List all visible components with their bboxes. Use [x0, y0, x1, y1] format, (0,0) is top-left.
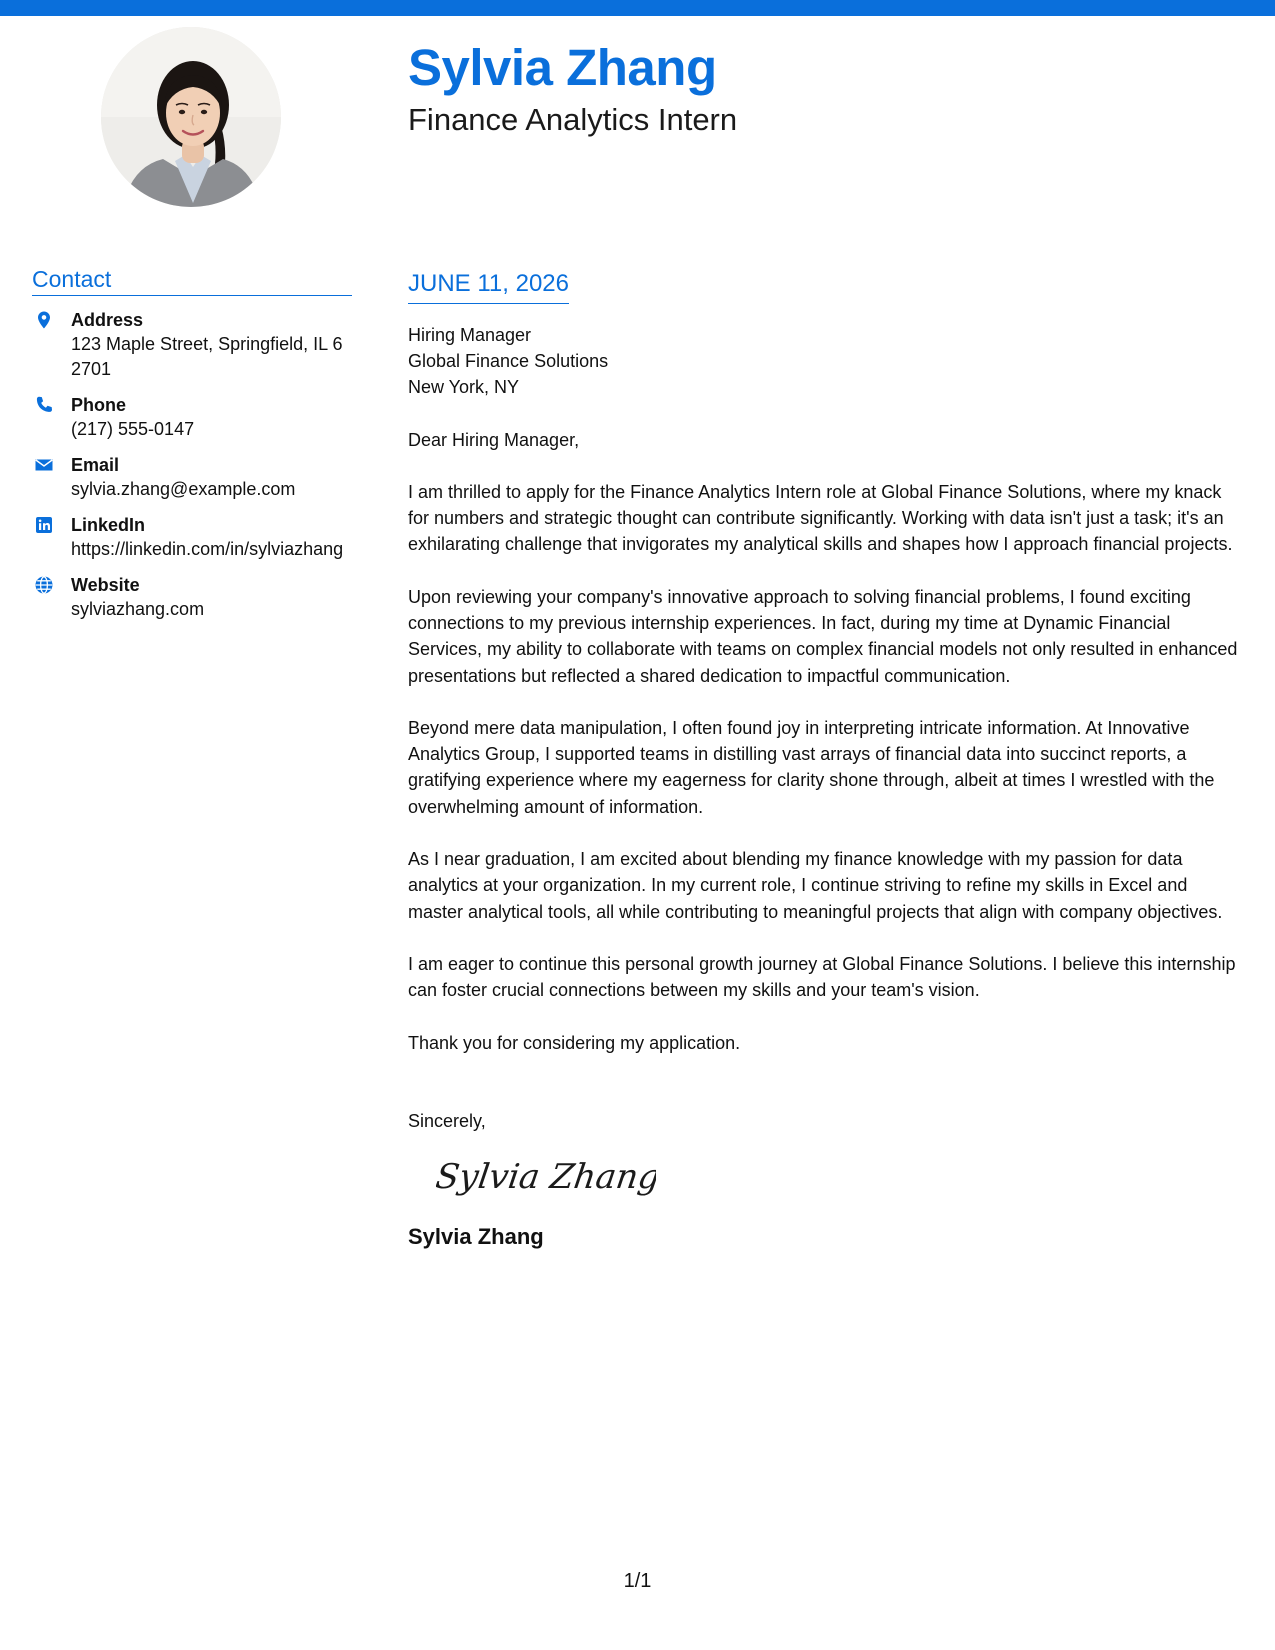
- map-pin-icon: [34, 310, 54, 330]
- closing: Sincerely,: [408, 1110, 486, 1131]
- email-value[interactable]: sylvia.zhang@example.com: [71, 479, 296, 500]
- candidate-name: Sylvia Zhang: [408, 39, 717, 96]
- handwritten-signature: [436, 1148, 656, 1208]
- contact-sidebar: [32, 266, 352, 633]
- recipient-line: New York, NY: [408, 376, 520, 397]
- contact-label: Website: [71, 575, 140, 596]
- contact-label: Email: [71, 455, 120, 476]
- address-value: 123 Maple Street, Springfield, IL 62701: [71, 334, 343, 380]
- signature-text: Sylvia Zhang: [436, 1156, 656, 1197]
- body-paragraph: I am eager to continue this personal growth journey at Global Finance Solutions. I believe this internship can foster crucial connections between my skills and your team's vision.: [408, 953, 1236, 1001]
- body-paragraph: Upon reviewing your company's innovative approach to solving financial problems, I found exciting connections to my previous internship experiences. In fact, during my time at Dynamic Financial Services, my ability to collaborate with teams on complex financial models not only resulted in enhanced presentations but reflected a shared dedication to impactful communication.: [408, 586, 1238, 686]
- contact-linkedin: [32, 513, 352, 562]
- website-value[interactable]: sylviazhang.com: [71, 599, 205, 620]
- globe-icon: [34, 575, 54, 595]
- profile-photo: [101, 27, 281, 207]
- contact-label: Address: [71, 310, 144, 331]
- phone-value: (217) 555-0147: [71, 419, 195, 440]
- contact-address: [32, 308, 352, 382]
- contact-label: LinkedIn: [71, 515, 146, 536]
- letter-date: JUNE 11, 2026: [408, 270, 569, 304]
- envelope-icon: [34, 455, 54, 475]
- signed-name: Sylvia Zhang: [408, 1223, 544, 1249]
- linkedin-icon: [34, 515, 54, 535]
- recipient-block: [408, 322, 1238, 400]
- profile-photo-illustration: [101, 27, 281, 207]
- phone-icon: [34, 395, 54, 415]
- body-paragraph: Thank you for considering my application.: [408, 1032, 741, 1053]
- letter-body: [408, 270, 1238, 1251]
- job-title: Finance Analytics Intern: [408, 102, 738, 137]
- salutation: Dear Hiring Manager,: [408, 429, 580, 450]
- contact-phone: [32, 393, 352, 442]
- page-number: 1/1: [623, 1570, 652, 1592]
- linkedin-value[interactable]: https://linkedin.com/in/sylviazhang: [71, 539, 344, 560]
- recipient-line: Hiring Manager: [408, 324, 532, 345]
- contact-label: Phone: [71, 395, 127, 416]
- contact-heading: Contact: [32, 266, 352, 296]
- contact-email: [32, 453, 352, 502]
- body-paragraph: I am thrilled to apply for the Finance Analytics Intern role at Global Finance Solutions, where my knack for numbers and strategic thought can contribute significantly. Working with data isn't just a task; it's an exhilarating challenge that invigorates my analytical skills and shapes how I approach financial projects.: [408, 481, 1233, 555]
- body-paragraph: Beyond mere data manipulation, I often found joy in interpreting intricate information. At Innovative Analytics Group, I supported teams in distilling vast arrays of financial data into succinct reports, a gratifying experience where my eagerness for clarity shone through, albeit at times I wrestled with the overwhelming amount of information.: [408, 717, 1215, 817]
- recipient-line: Global Finance Solutions: [408, 350, 609, 371]
- top-accent-bar: [0, 0, 1275, 16]
- body-paragraph: As I near graduation, I am excited about blending my finance knowledge with my passion for data analytics at your organization. In my current role, I continue striving to refine my skills in Excel and master analytical tools, all while contributing to meaningful projects that align with company objectives.: [408, 849, 1223, 922]
- contact-website: [32, 573, 352, 622]
